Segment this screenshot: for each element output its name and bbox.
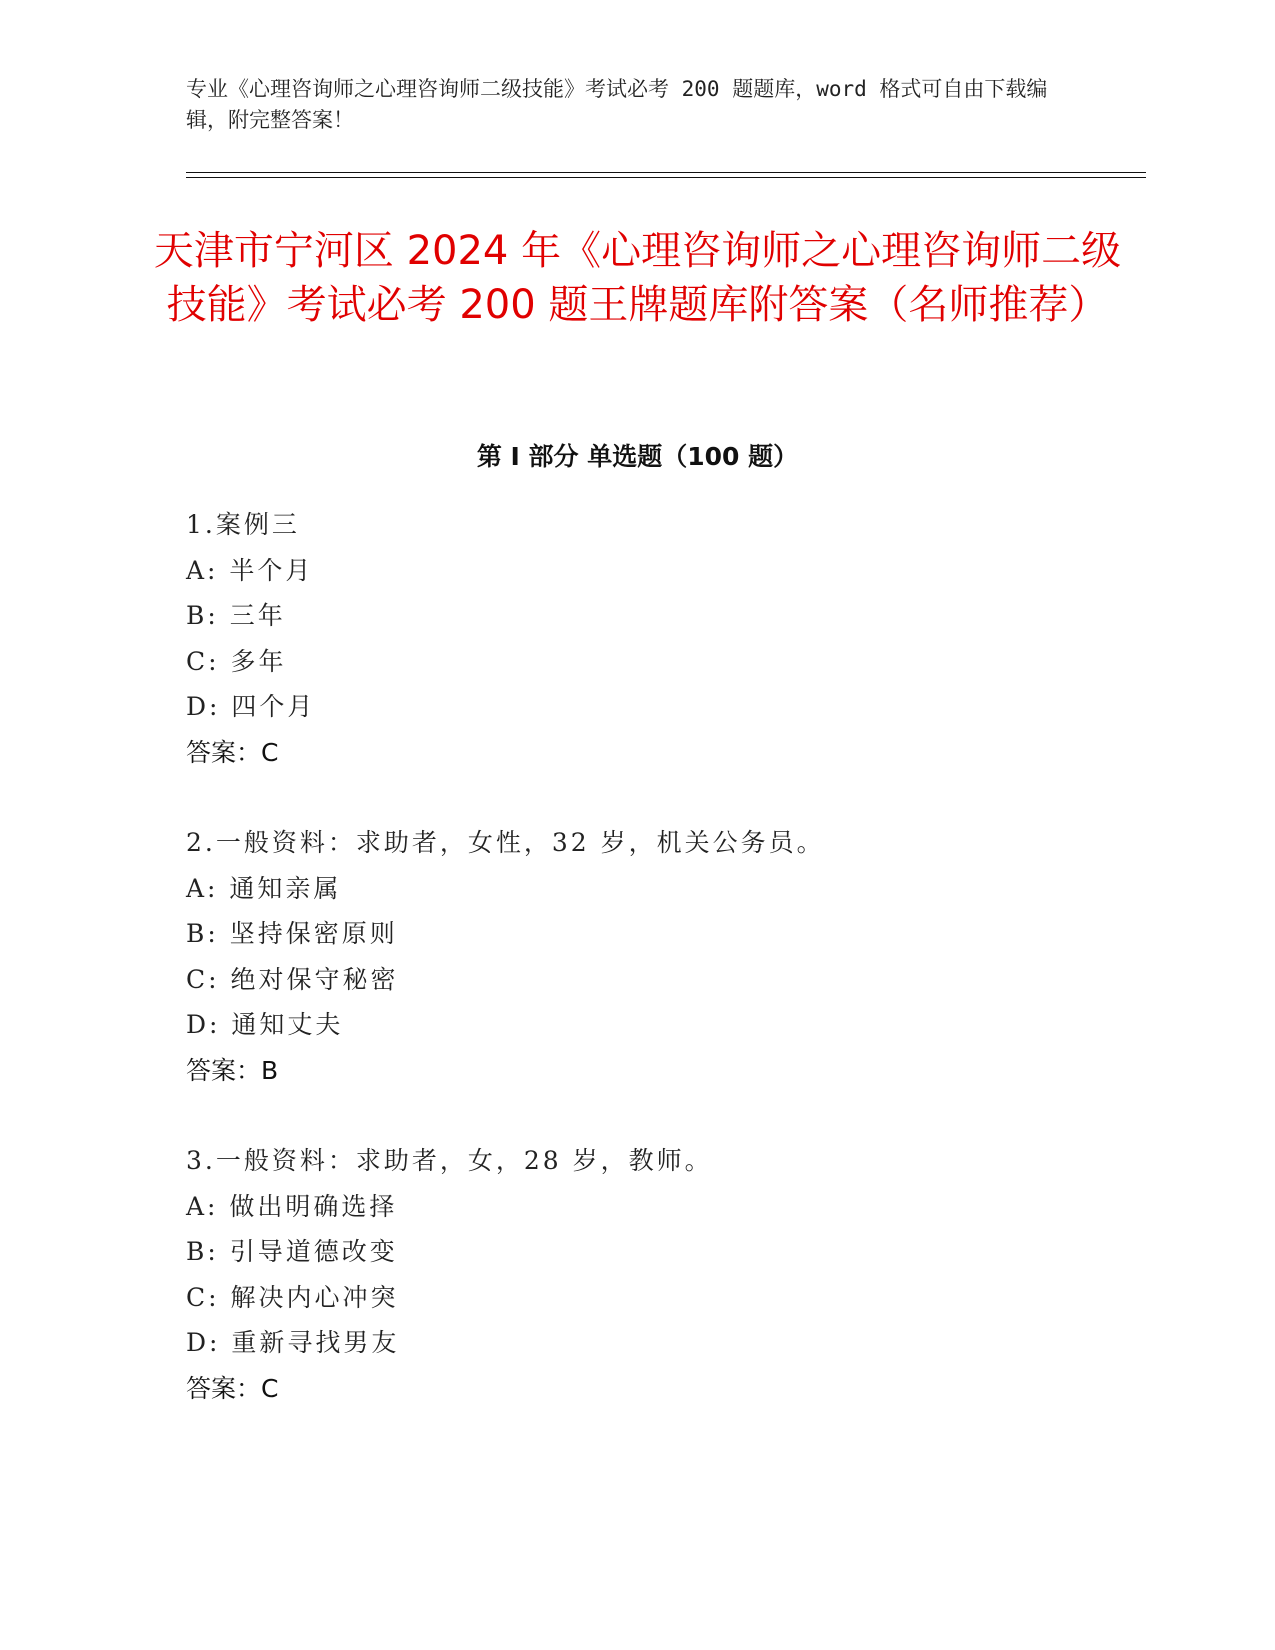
option-a: A: 做出明确选择 <box>186 1191 398 1221</box>
answer-line: 答案：C <box>186 1373 279 1403</box>
answer-line: 答案：B <box>186 1055 279 1085</box>
option-a: A: 半个月 <box>186 555 314 585</box>
option-c: C: 解决内心冲突 <box>186 1282 399 1312</box>
option-b: B: 三年 <box>186 601 286 630</box>
document-title: 天津市宁河区 2024 年《心理咨询师之心理咨询师二级技能》考试必考 200 题王牌题库附答案（名师推荐） <box>153 228 1122 328</box>
option-d: D: 四个月 <box>186 692 316 721</box>
option-d: D: 重新寻找男友 <box>186 1328 400 1357</box>
section-title: 第 I 部分 单选题（100 题） <box>476 442 799 471</box>
question-stem: 3.一般资料：求助者，女，28 岁，教师。 <box>186 1146 713 1175</box>
question-2 <box>186 820 1086 1093</box>
option-b: B: 坚持保密原则 <box>186 919 398 948</box>
option-c: C: 绝对保守秘密 <box>186 964 399 994</box>
option-a: A: 通知亲属 <box>186 873 342 903</box>
intro-text: 专业《心理咨询师之心理咨询师二级技能》考试必考 200 题题库，word 格式可自由下载编辑，附完整答案！ <box>186 77 1048 132</box>
question-stem: 1.案例三 <box>186 510 300 539</box>
option-c: C: 多年 <box>186 646 287 676</box>
question-1 <box>186 502 1086 775</box>
option-b: B: 引导道德改变 <box>186 1237 398 1266</box>
question-stem: 2.一般资料：求助者，女性，32 岁，机关公务员。 <box>186 828 825 857</box>
option-d: D: 通知丈夫 <box>186 1010 344 1039</box>
header-divider-bottom <box>186 177 1146 178</box>
answer-line: 答案：C <box>186 737 279 767</box>
header-divider-top <box>186 172 1146 173</box>
question-3 <box>186 1138 1086 1411</box>
